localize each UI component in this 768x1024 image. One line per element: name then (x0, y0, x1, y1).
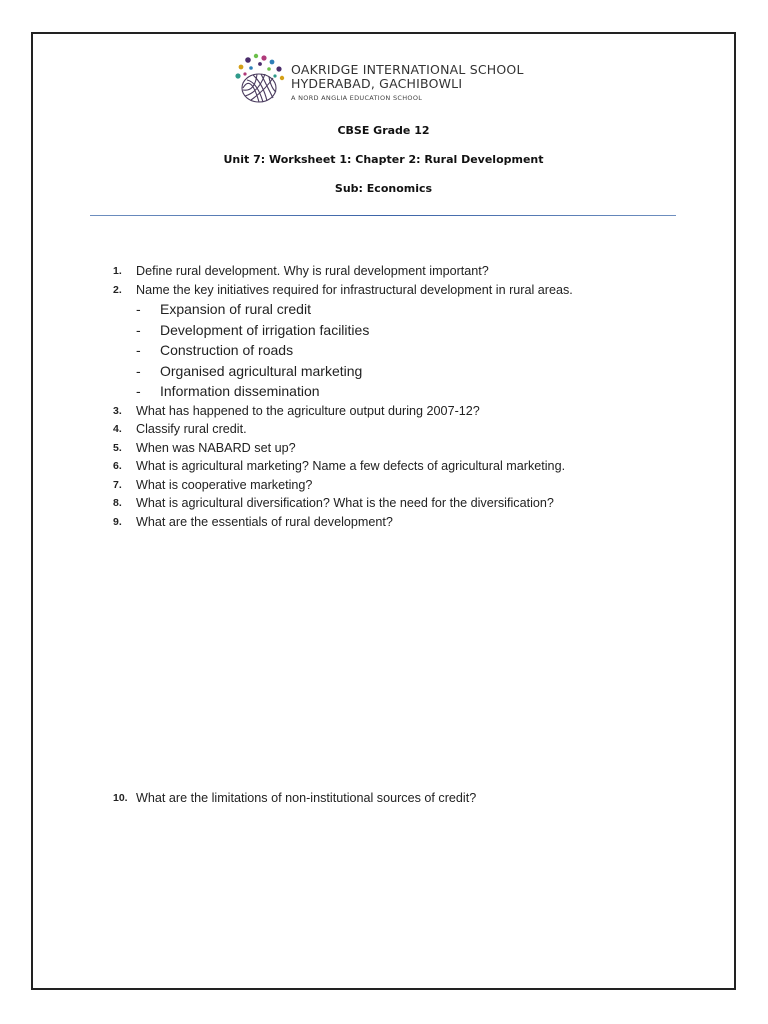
question-number: 3. (113, 404, 122, 417)
dash-bullet: - (136, 383, 141, 399)
sub-item-text: Information dissemination (160, 383, 320, 399)
sub-item (113, 340, 713, 361)
sub-item-text: Construction of roads (160, 342, 294, 358)
question-number: 5. (113, 441, 122, 454)
sub-item (113, 361, 713, 382)
question-item (113, 281, 713, 300)
sub-item-list (113, 299, 713, 402)
question-number: 10. (113, 792, 128, 804)
question-text: Name the key initiatives required for infrastructural development in rural areas. (136, 282, 573, 297)
school-name-line1: OAKRIDGE INTERNATIONAL SCHOOL (291, 62, 524, 77)
question-number: 7. (113, 478, 122, 491)
question-item (113, 513, 713, 532)
school-name-line2: HYDERABAD, GACHIBOWLI (291, 76, 463, 91)
question-text: What are the essentials of rural development? (136, 514, 393, 529)
sub-item-group (113, 299, 713, 402)
sub-item-text: Expansion of rural credit (160, 301, 311, 317)
worksheet-title: Unit 7: Worksheet 1: Chapter 2: Rural Development (223, 153, 544, 166)
question-number: 4. (113, 423, 122, 435)
dash-bullet: - (136, 362, 141, 379)
sub-item-text: Organised agricultural marketing (160, 362, 363, 379)
dash-bullet: - (136, 301, 141, 317)
question-item (113, 476, 713, 495)
question-item-10 (113, 789, 476, 808)
question-item (113, 402, 713, 421)
sub-item (113, 381, 713, 402)
question-text: What is agricultural marketing? Name a few defects of agricultural marketing. (136, 459, 566, 473)
question-number: 9. (113, 515, 122, 528)
question-text: What is agricultural diversification? What is the need for the diversification? (136, 496, 554, 510)
question-item (113, 262, 713, 281)
question-number: 6. (113, 460, 122, 472)
dash-bullet: - (136, 342, 141, 358)
dash-bullet: - (136, 321, 141, 338)
question-text: What has happened to the agriculture output during 2007-12? (136, 403, 480, 418)
question-text: Define rural development. Why is rural development important? (136, 264, 489, 278)
question-text: Classify rural credit. (136, 422, 247, 436)
sub-item (113, 320, 713, 341)
school-logo-icon (229, 52, 289, 110)
grade-heading: CBSE Grade 12 (337, 124, 430, 137)
question-number: 8. (113, 497, 122, 509)
sub-item-text: Development of irrigation facilities (160, 321, 370, 338)
worksheet-page (31, 32, 736, 990)
question-item (113, 457, 713, 476)
question-item (113, 420, 713, 439)
school-name-block (291, 63, 524, 102)
sub-item (113, 299, 713, 320)
question-text: When was NABARD set up? (136, 440, 296, 455)
question-text: What are the limitations of non-institutional sources of credit? (136, 791, 477, 805)
question-text: What is cooperative marketing? (136, 477, 313, 492)
question-item (113, 494, 713, 513)
subject-heading: Sub: Economics (334, 182, 433, 195)
question-number: 2. (113, 283, 122, 296)
question-item (113, 439, 713, 458)
question-list (113, 262, 713, 531)
school-tagline: A NORD ANGLIA EDUCATION SCHOOL (291, 94, 423, 102)
question-number: 1. (113, 265, 122, 277)
header-divider (90, 215, 676, 216)
